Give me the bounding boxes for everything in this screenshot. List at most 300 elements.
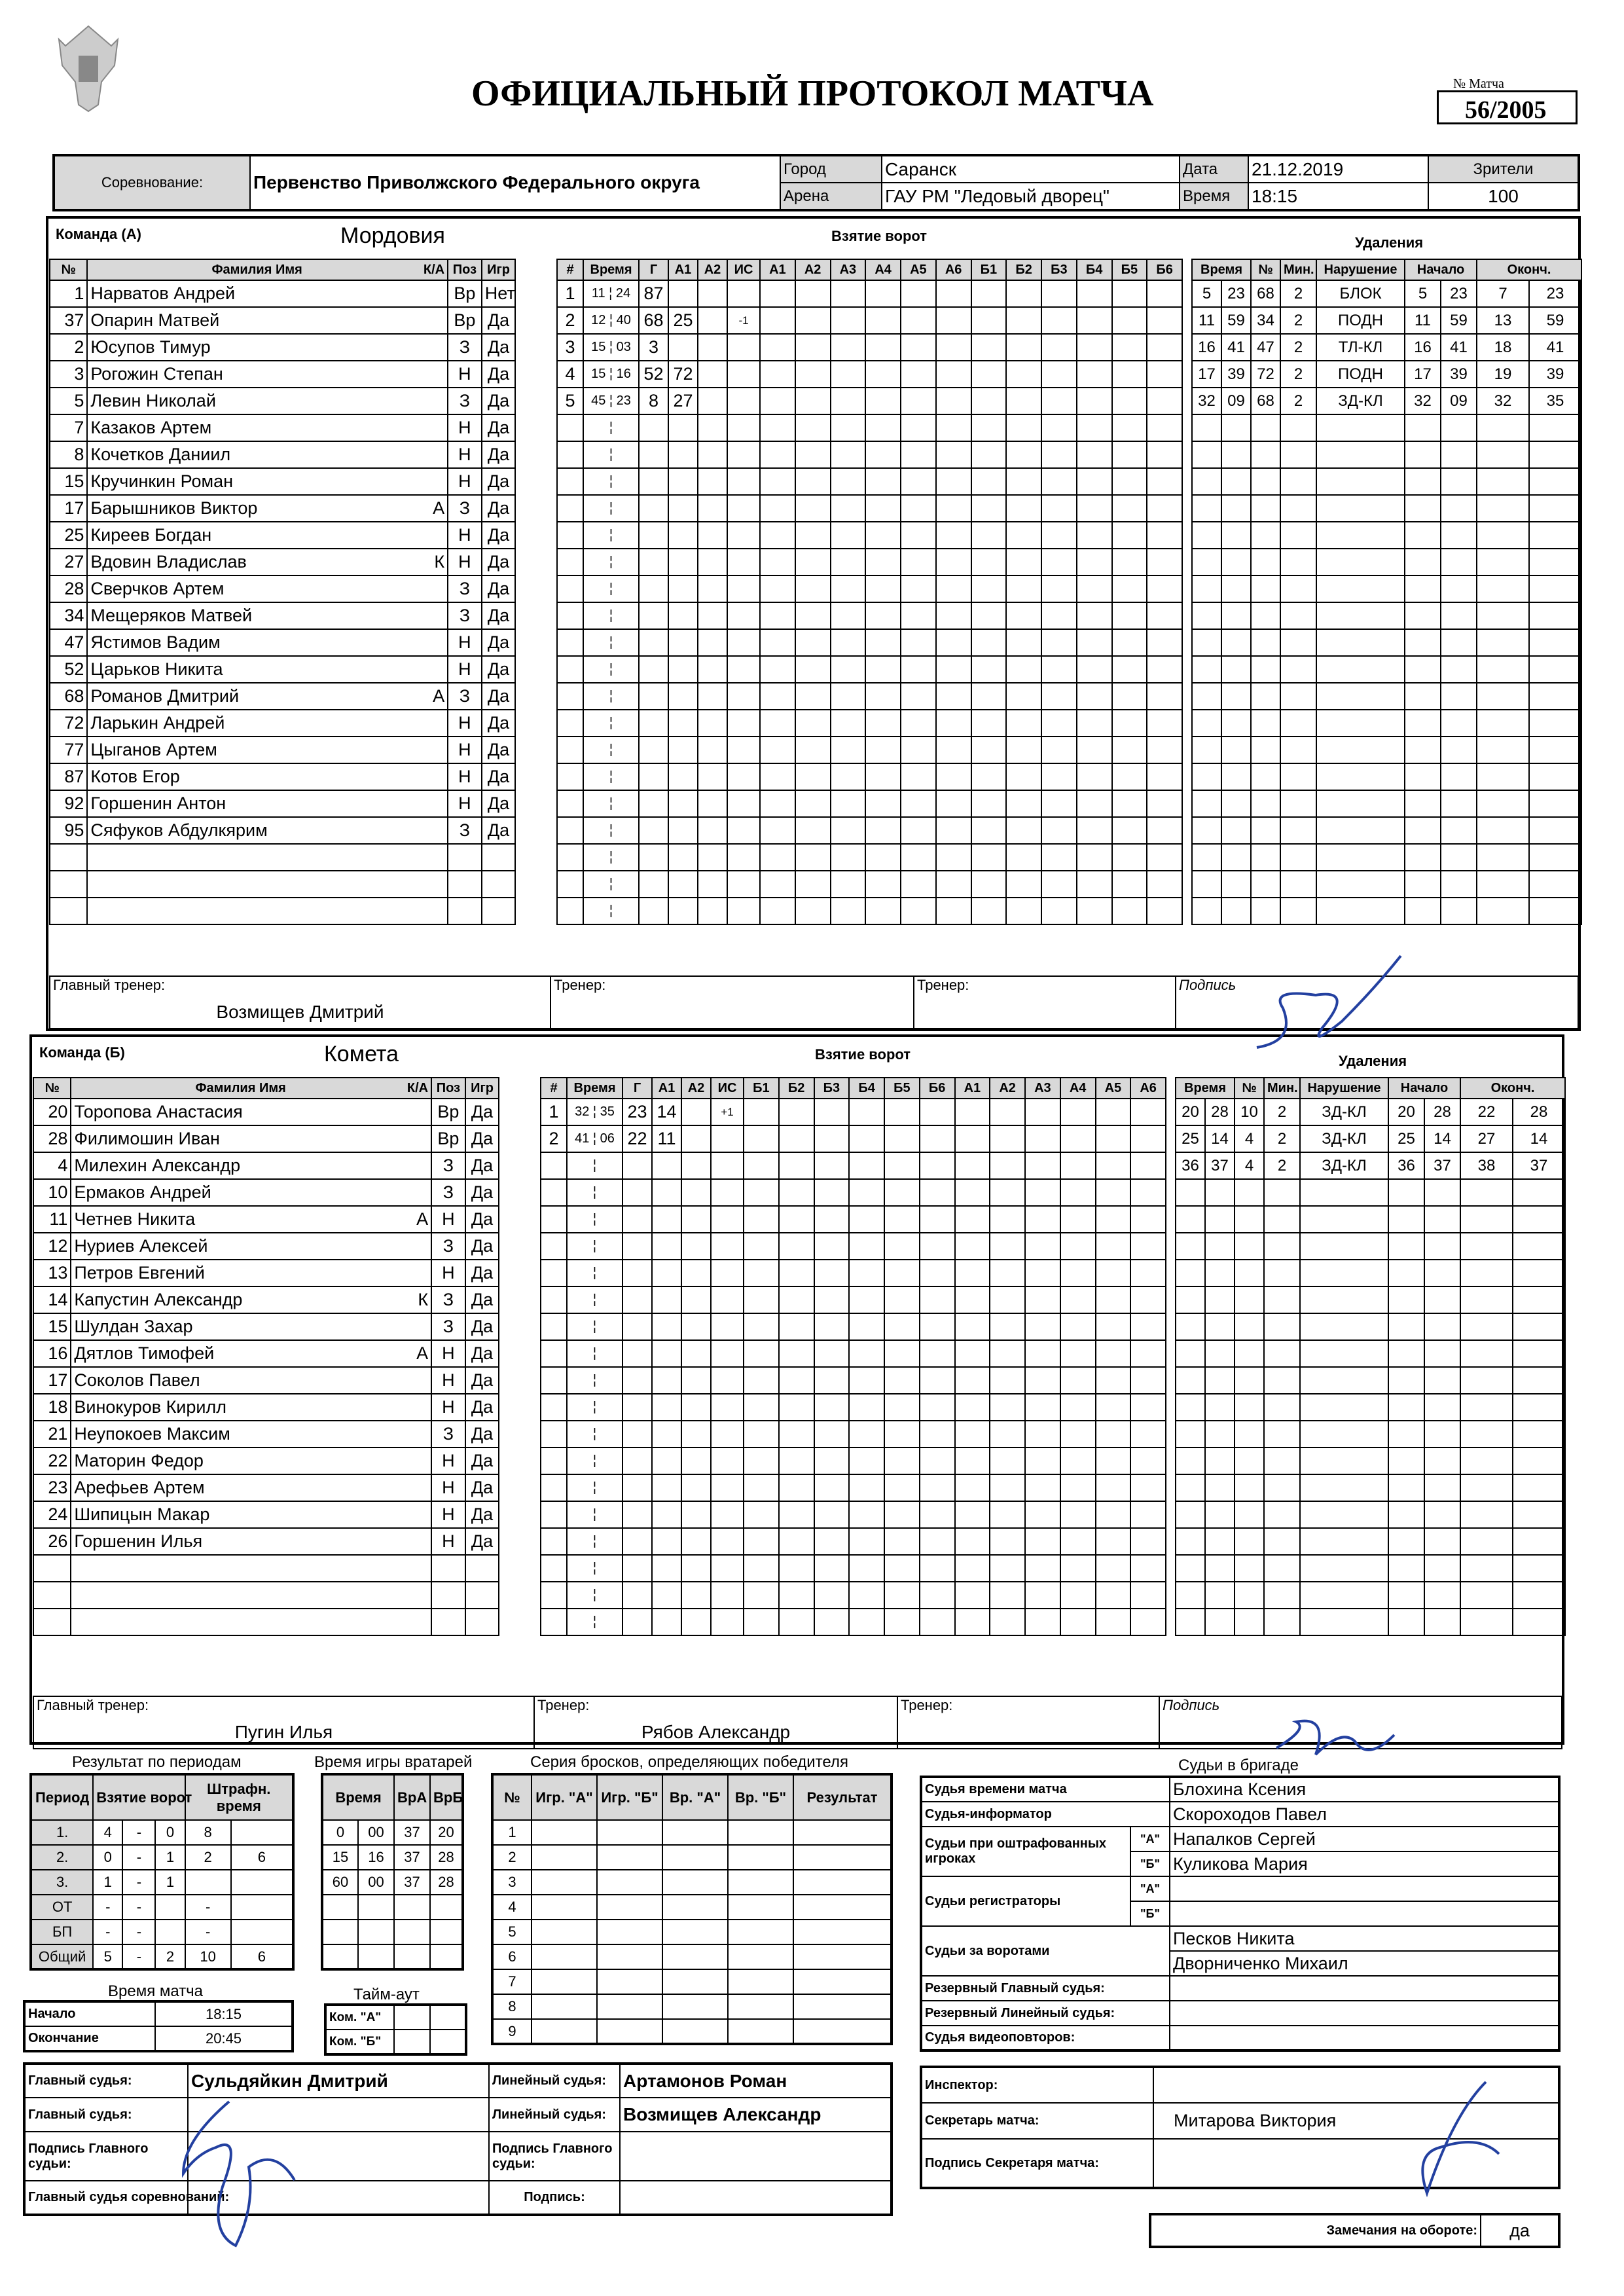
onice-cell <box>1147 656 1182 683</box>
goal-time: ¦ <box>567 1609 623 1635</box>
onice-cell <box>1060 1609 1096 1635</box>
player-row <box>33 1206 533 1233</box>
shootout-number: 5 <box>492 1920 532 1944</box>
player-name: Ястимов Вадим <box>90 632 221 652</box>
goalie-a: 37 <box>394 1820 430 1845</box>
onice-cell <box>955 1421 990 1448</box>
onice-cell <box>795 522 831 549</box>
goal-strength <box>711 1501 744 1528</box>
onice-cell <box>1147 844 1182 871</box>
period-goals-a: - <box>93 1920 122 1944</box>
goal-assist-2 <box>681 1528 711 1555</box>
onice-cell <box>744 1528 779 1555</box>
goal-assist-2 <box>681 1555 711 1582</box>
player-row <box>50 468 549 495</box>
goal-assist-1 <box>652 1528 681 1555</box>
goalie-b: 28 <box>430 1870 463 1895</box>
player-number <box>50 871 87 898</box>
onice-cell <box>831 334 866 361</box>
pen-time-min: 17 <box>1192 361 1221 388</box>
pen-end-sec <box>1529 844 1581 871</box>
player-name: Юсупов Тимур <box>90 337 211 357</box>
goal-assist-2 <box>681 1179 711 1206</box>
goal-assist-2 <box>681 1152 711 1179</box>
pen-end-sec <box>1529 575 1581 602</box>
shootout-cell <box>728 1994 793 2019</box>
pen-time-min <box>1192 898 1221 924</box>
onice-cell <box>1060 1099 1096 1125</box>
onice-cell <box>1077 871 1112 898</box>
shootout-cell <box>662 1994 728 2019</box>
goal-assist-1 <box>668 763 698 790</box>
goalie-sec <box>358 1944 394 1969</box>
goal-number <box>557 575 583 602</box>
pen-infraction <box>1300 1340 1388 1367</box>
penalty-row <box>1192 817 1581 844</box>
pen-start-min <box>1388 1286 1424 1313</box>
onice-cell <box>1147 790 1182 817</box>
onice-col: Б6 <box>920 1078 955 1099</box>
match-end: 20:45 <box>155 2026 293 2051</box>
onice-cell <box>1147 737 1182 763</box>
pen-time-sec: 28 <box>1205 1099 1235 1125</box>
player-row <box>33 1501 533 1528</box>
onice-cell <box>936 683 971 710</box>
goal-strength: -1 <box>727 307 760 334</box>
pen-infraction <box>1300 1394 1388 1421</box>
pen-time-sec: 39 <box>1221 361 1251 388</box>
pen-start-min <box>1405 441 1441 468</box>
page-title: ОФИЦИАЛЬНЫЙ ПРОТОКОЛ МАТЧА <box>471 73 1154 114</box>
pen-minutes <box>1264 1286 1300 1313</box>
onice-cell <box>1112 495 1147 522</box>
period-pim-a: 10 <box>200 1948 216 1965</box>
onice-col: Б1 <box>744 1078 779 1099</box>
onice-cell <box>1096 1528 1131 1555</box>
onice-cell <box>901 898 936 924</box>
player-name: Нарватов Андрей <box>90 283 236 303</box>
pen-minutes: 2 <box>1280 388 1316 414</box>
shootout-cell <box>793 2019 892 2044</box>
pen-start-sec <box>1424 1448 1460 1474</box>
goal-scorer <box>623 1313 652 1340</box>
remarks-label: Замечания на обороте: <box>1150 2214 1481 2247</box>
goalie-a: 37 <box>394 1870 430 1895</box>
player-played: Да <box>482 307 516 334</box>
onice-cell <box>1096 1474 1131 1501</box>
player-name-cell <box>87 334 448 361</box>
pen-infraction <box>1316 414 1405 441</box>
onice-cell <box>865 763 901 790</box>
pen-time-sec <box>1205 1206 1235 1233</box>
onice-cell <box>1077 334 1112 361</box>
player-ka: К <box>434 552 445 572</box>
penalty-row <box>1192 629 1581 656</box>
pen-end-min <box>1477 629 1529 656</box>
pen-player <box>1235 1367 1264 1394</box>
player-number: 68 <box>50 683 87 710</box>
goal-strength <box>727 817 760 844</box>
period-name: БП <box>31 1920 93 1944</box>
goal-scorer <box>623 1609 652 1635</box>
player-name-cell <box>71 1582 431 1609</box>
player-row <box>33 1313 533 1340</box>
match-time-table <box>23 2000 294 2052</box>
onice-cell <box>1096 1179 1131 1206</box>
onice-cell <box>1025 1448 1060 1474</box>
goal-strength <box>711 1421 744 1448</box>
pen-infraction <box>1316 575 1405 602</box>
goal-min: 12 <box>591 313 606 327</box>
goal-scorer: 23 <box>623 1099 652 1125</box>
goal-time: ¦ <box>583 549 639 575</box>
goal-strength <box>711 1286 744 1313</box>
player-name: Сверчков Артем <box>90 579 225 598</box>
goal-number <box>557 763 583 790</box>
onice-cell <box>849 1609 884 1635</box>
goal-scorer <box>639 575 668 602</box>
pen-start-sec <box>1441 710 1477 737</box>
onice-cell <box>971 656 1007 683</box>
shootout-cell <box>597 1969 662 1994</box>
pen-end-sec <box>1529 790 1581 817</box>
goal-assist-2 <box>681 1394 711 1421</box>
goal-number <box>541 1501 567 1528</box>
onice-cell <box>1041 763 1077 790</box>
pen-start-min <box>1388 1394 1424 1421</box>
shootout-cell <box>728 1895 793 1920</box>
goal-row <box>541 1260 1166 1286</box>
pen-start-min: 36 <box>1388 1152 1424 1179</box>
onice-cell <box>936 361 971 388</box>
announcer: Скороходов Павел <box>1170 1802 1559 1827</box>
goal-assist-1 <box>652 1421 681 1448</box>
goal-assist-1 <box>668 683 698 710</box>
period-pim-a-cell <box>185 1944 231 1969</box>
player-name: Петров Евгений <box>74 1263 205 1283</box>
competition-referee-label: Главный судья соревнований: <box>24 2181 188 2215</box>
onice-cell <box>1041 602 1077 629</box>
pen-time-sec <box>1221 871 1251 898</box>
onice-cell <box>1006 737 1041 763</box>
goalie-b: 28 <box>430 1845 463 1870</box>
player-number <box>33 1582 71 1609</box>
onice-cell <box>831 790 866 817</box>
goal-assist-1 <box>652 1233 681 1260</box>
penalty-row <box>1192 898 1581 924</box>
onice-cell <box>990 1528 1025 1555</box>
pen-start-min <box>1405 468 1441 495</box>
pen-end-sec: 35 <box>1529 388 1581 414</box>
period-goals-a: 0 <box>93 1845 122 1870</box>
period-pim-a: - <box>206 1923 211 1940</box>
onice-cell <box>865 307 901 334</box>
pen-end-min: 22 <box>1460 1099 1513 1125</box>
reserve-ref-label: Резервный Главный судья: <box>921 1976 1170 2001</box>
onice-cell <box>1006 388 1041 414</box>
goal-strength <box>727 495 760 522</box>
pen-end-min <box>1477 737 1529 763</box>
player-played: Да <box>482 388 516 414</box>
player-number: 3 <box>50 361 87 388</box>
onice-cell <box>1147 495 1182 522</box>
player-name-cell <box>71 1609 431 1635</box>
pen-time-sec <box>1205 1260 1235 1286</box>
shootout-number: 2 <box>492 1845 532 1870</box>
pen-time-min <box>1192 495 1221 522</box>
pen-end-sec: 23 <box>1529 280 1581 307</box>
pen-time-min <box>1176 1501 1205 1528</box>
goal-row <box>541 1340 1166 1367</box>
penalty-b-mark: "Б" <box>1130 1851 1170 1876</box>
onice-cell <box>1096 1394 1131 1421</box>
pen-time-min: 20 <box>1176 1099 1205 1125</box>
pen-start-min <box>1405 817 1441 844</box>
onice-cell <box>865 790 901 817</box>
onice-cell <box>849 1448 884 1474</box>
onice-cell <box>744 1179 779 1206</box>
pen-col-end: Оконч. <box>1460 1078 1565 1099</box>
player-number: 52 <box>50 656 87 683</box>
goal-scorer <box>639 656 668 683</box>
goal-scorer <box>639 737 668 763</box>
pen-infraction <box>1316 710 1405 737</box>
goal-number <box>557 549 583 575</box>
shootout-cell <box>532 1969 597 1994</box>
onice-cell <box>901 817 936 844</box>
onice-cell <box>849 1421 884 1448</box>
onice-cell <box>1041 737 1077 763</box>
team_a-head-coach: Возмищев Дмитрий <box>216 1002 384 1022</box>
pen-player <box>1251 737 1280 763</box>
periods-title: Результат по периодам <box>72 1753 242 1771</box>
player-position: З <box>448 602 482 629</box>
player-name: Казаков Артем <box>90 418 212 437</box>
pen-player <box>1235 1609 1264 1635</box>
goal-scorer <box>623 1555 652 1582</box>
goal-assist-1 <box>668 495 698 522</box>
player-played: Нет <box>482 280 516 307</box>
goal-assist-2 <box>681 1313 711 1340</box>
shootout-cell <box>662 1895 728 1920</box>
onice-cell <box>1060 1474 1096 1501</box>
onice-cell <box>1147 710 1182 737</box>
goal-time: ¦ <box>583 656 639 683</box>
goalie-min <box>322 1895 358 1920</box>
onice-cell <box>1077 441 1112 468</box>
onice-cell <box>936 441 971 468</box>
pen-infraction <box>1300 1367 1388 1394</box>
goalie-min: 60 <box>322 1870 358 1895</box>
pen-player: 72 <box>1251 361 1280 388</box>
onice-cell <box>1147 871 1182 898</box>
player-name-cell <box>87 414 448 441</box>
roster-col-num: № <box>50 259 87 280</box>
player-name: Рогожин Степан <box>90 364 223 384</box>
onice-col: Б3 <box>1041 259 1077 280</box>
goal-number <box>557 414 583 441</box>
onice-cell <box>795 898 831 924</box>
pen-minutes <box>1264 1260 1300 1286</box>
onice-cell <box>1041 549 1077 575</box>
pen-end-sec <box>1529 495 1581 522</box>
goal-scorer: 3 <box>639 334 668 361</box>
shootout-cell <box>532 1820 597 1845</box>
onice-cell <box>865 575 901 602</box>
pen-time-min: 32 <box>1192 388 1221 414</box>
player-name-cell <box>87 629 448 656</box>
onice-cell <box>1060 1394 1096 1421</box>
penalty-row <box>1192 334 1581 361</box>
team_a-name: Мордовия <box>340 223 445 248</box>
pen-start-sec <box>1441 414 1477 441</box>
timeout-b-label: Ком. "Б" <box>325 2030 394 2054</box>
goal-strength <box>727 441 760 468</box>
onice-cell <box>760 334 795 361</box>
pen-start-sec <box>1441 441 1477 468</box>
goalie-row <box>322 1944 463 1969</box>
team_b-head-coach-cell <box>33 1696 534 1749</box>
onice-cell <box>849 1286 884 1313</box>
onice-cell <box>936 790 971 817</box>
onice-col: Б2 <box>779 1078 814 1099</box>
player-ka: А <box>433 686 445 706</box>
pen-time-sec <box>1205 1421 1235 1448</box>
onice-cell <box>831 871 866 898</box>
period-sep: - <box>122 1845 155 1870</box>
onice-cell <box>814 1421 850 1448</box>
player-number: 18 <box>33 1394 71 1421</box>
shootout-cell <box>597 2019 662 2044</box>
team_a-goals-title: Взятие ворот <box>831 228 928 244</box>
goal-number: 3 <box>557 334 583 361</box>
onice-cell <box>1025 1233 1060 1260</box>
player-played <box>465 1609 499 1635</box>
goal-assist-2 <box>681 1448 711 1474</box>
pen-start-sec: 23 <box>1441 280 1477 307</box>
onice-cell <box>1025 1260 1060 1286</box>
onice-cell <box>760 495 795 522</box>
onice-cell <box>744 1099 779 1125</box>
pen-start-sec <box>1441 817 1477 844</box>
shootout-col: Вр. "А" <box>662 1774 728 1820</box>
player-number: 77 <box>50 737 87 763</box>
player-name-cell <box>87 361 448 388</box>
pen-time-sec <box>1221 629 1251 656</box>
player-position: Вр <box>431 1099 465 1125</box>
onice-cell <box>936 629 971 656</box>
goal-time: ¦ <box>583 441 639 468</box>
player-row <box>33 1555 533 1582</box>
onice-cell <box>1006 280 1041 307</box>
goal-assist-2 <box>681 1206 711 1233</box>
player-played: Да <box>465 1152 499 1179</box>
pen-start-min <box>1405 737 1441 763</box>
pen-start-sec <box>1441 629 1477 656</box>
onice-cell <box>1041 441 1077 468</box>
onice-cell <box>1025 1340 1060 1367</box>
pen-end-min <box>1477 522 1529 549</box>
pen-time-sec <box>1205 1233 1235 1260</box>
pen-end-sec <box>1513 1313 1565 1340</box>
player-name-cell <box>71 1448 431 1474</box>
onice-cell <box>795 683 831 710</box>
onice-cell <box>990 1313 1025 1340</box>
pen-infraction <box>1300 1179 1388 1206</box>
goal-time: ¦ <box>567 1555 623 1582</box>
penalty-row <box>1176 1555 1565 1582</box>
onice-cell <box>779 1501 814 1528</box>
pen-minutes <box>1264 1233 1300 1260</box>
player-name-cell <box>87 575 448 602</box>
pen-start-sec <box>1441 790 1477 817</box>
goal-assist-2 <box>698 602 727 629</box>
onice-cell <box>884 1313 920 1340</box>
pen-minutes <box>1280 495 1316 522</box>
pen-player <box>1251 629 1280 656</box>
pen-time-min <box>1176 1528 1205 1555</box>
onice-cell <box>971 710 1007 737</box>
player-name: Арефьев Артем <box>74 1478 205 1497</box>
onice-cell <box>884 1394 920 1421</box>
onice-cell <box>814 1394 850 1421</box>
penalty-row <box>1176 1501 1565 1528</box>
goal-strength <box>711 1448 744 1474</box>
goal-strength <box>727 361 760 388</box>
pen-end-min: 27 <box>1460 1125 1513 1152</box>
goal-row <box>541 1233 1166 1260</box>
onice-cell <box>920 1099 955 1125</box>
goal-time: ¦ <box>567 1313 623 1340</box>
shootout-row <box>492 2019 892 2044</box>
onice-cell <box>795 388 831 414</box>
emblem-logo <box>52 20 124 118</box>
player-row <box>50 844 549 871</box>
team_b-name: Комета <box>324 1042 399 1066</box>
player-number: 27 <box>50 549 87 575</box>
goal-min: 11 <box>591 286 605 301</box>
referee-1: Сульдяйкин Дмитрий <box>188 2064 489 2098</box>
onice-cell <box>955 1394 990 1421</box>
shootout-title: Серия бросков, определяющих победителя <box>530 1753 848 1771</box>
shootout-cell <box>662 1870 728 1895</box>
signature-label: Подпись <box>1163 1697 1220 1713</box>
time-label: Время <box>1180 183 1248 210</box>
period-row <box>31 1820 293 1845</box>
onice-cell <box>920 1421 955 1448</box>
pen-minutes <box>1280 656 1316 683</box>
goal-scorer <box>623 1340 652 1367</box>
player-name-cell <box>87 495 448 522</box>
pen-end-sec: 39 <box>1529 361 1581 388</box>
onice-cell <box>1130 1286 1166 1313</box>
shootout-cell <box>793 1944 892 1969</box>
goal-time: ¦ <box>583 790 639 817</box>
pen-start-sec <box>1424 1367 1460 1394</box>
onice-cell <box>955 1125 990 1152</box>
pen-time-sec <box>1221 602 1251 629</box>
head-coach-label: Главный тренер: <box>53 977 166 993</box>
shootout-cell <box>597 1870 662 1895</box>
onice-cell <box>1077 602 1112 629</box>
scorer-b <box>1170 1901 1559 1926</box>
goal-assist-2 <box>698 575 727 602</box>
goal-assist-1 <box>652 1474 681 1501</box>
pen-time-sec <box>1221 549 1251 575</box>
arena-label: Арена <box>780 183 882 210</box>
onice-cell <box>1096 1448 1131 1474</box>
onice-cell <box>990 1206 1025 1233</box>
